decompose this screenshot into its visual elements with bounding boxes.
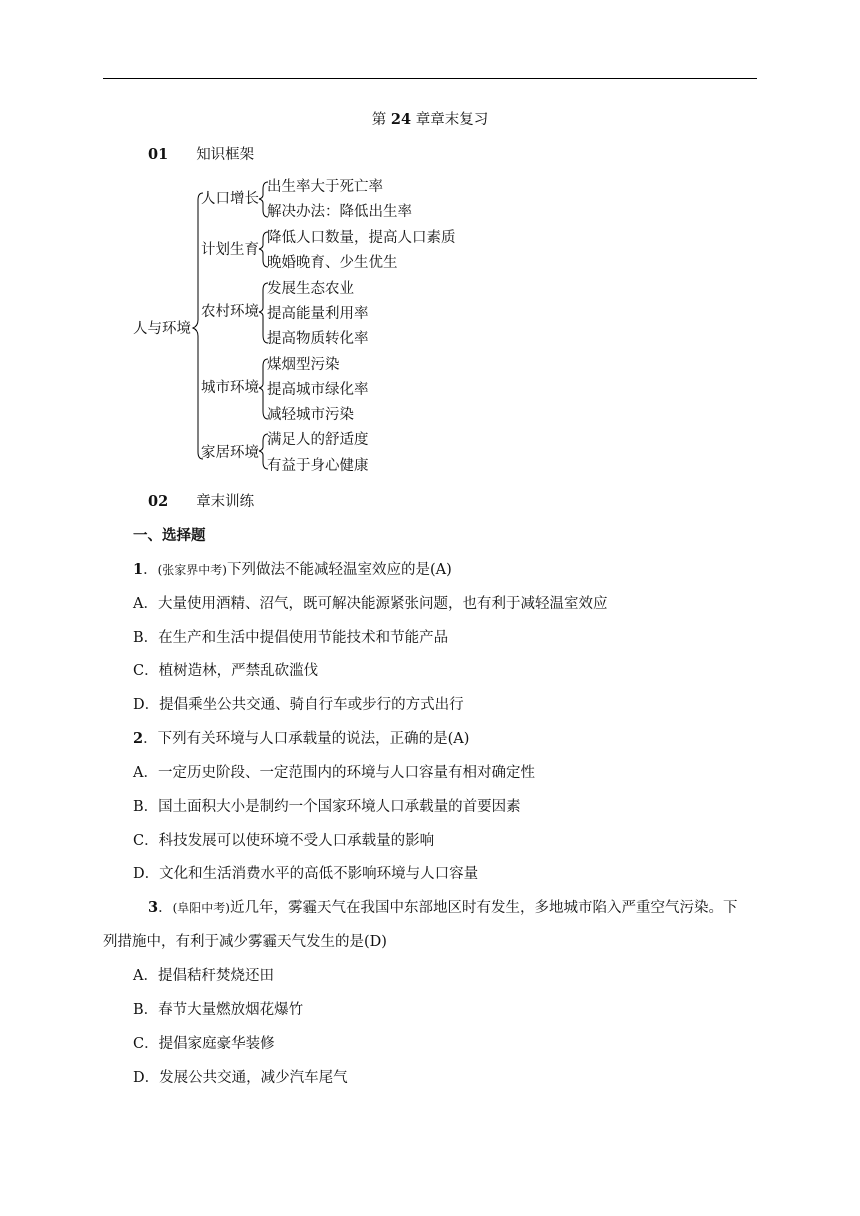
branch-item: 提高城市绿化率 — [267, 382, 369, 398]
branch-item: 出生率大于死亡率 — [267, 179, 383, 195]
question-3-option: C．提倡家庭豪华装修 — [133, 1036, 275, 1052]
question-3-stem: 3．(阜阳中考)近几年，雾霾天气在我国中东部地区时有发生，多地城市陷入严重空气污染。下 — [148, 899, 738, 916]
page-title: 第 24 章章末复习 — [371, 111, 489, 128]
branch-item: 减轻城市污染 — [267, 407, 354, 423]
question-2-option: B．国土面积大小是制约一个国家环境人口承载量的首要因素 — [133, 799, 521, 815]
root-brace — [193, 193, 203, 459]
question-source: (阜阳中考) — [172, 901, 230, 915]
question-1-stem: 1．(张家界中考)下列做法不能减轻温室效应的是(A) — [133, 561, 452, 578]
branch-label: 城市环境 — [201, 380, 259, 396]
branch-item: 有益于身心健康 — [267, 458, 369, 474]
branch-item: 降低人口数量，提高人口素质 — [267, 230, 456, 246]
branch-label: 人口增长 — [201, 191, 259, 207]
section-number: 02 — [148, 493, 169, 510]
brace-lines — [0, 0, 860, 500]
question-3-option: B．春节大量燃放烟花爆竹 — [133, 1002, 304, 1018]
branch-item: 煤烟型污染 — [267, 357, 340, 373]
section-chapter-exercises — [148, 492, 254, 512]
question-1-option: C．植树造林，严禁乱砍滥伐 — [133, 663, 319, 679]
question-3-option: D．发展公共交通，减少汽车尾气 — [133, 1070, 348, 1086]
section-label: 知识框架 — [196, 147, 255, 163]
question-1-option: D．提倡乘坐公共交通、骑自行车或步行的方式出行 — [133, 697, 464, 713]
question-2-option: D．文化和生活消费水平的高低不影响环境与人口容量 — [133, 866, 479, 882]
question-1-option: A．大量使用酒精、沼气，既可解决能源紧张问题，也有利于减轻温室效应 — [133, 596, 608, 612]
branch-item: 提高能量利用率 — [267, 306, 369, 322]
section-label: 章末训练 — [196, 494, 255, 510]
part-heading: 一、选择题 — [133, 527, 206, 544]
branch-item: 解决办法：降低出生率 — [267, 204, 412, 220]
branch-item: 满足人的舒适度 — [267, 432, 369, 448]
branch-label: 家居环境 — [201, 445, 259, 461]
section-number: 01 — [148, 146, 169, 163]
question-1-option: B．在生产和生活中提倡使用节能技术和节能产品 — [133, 630, 449, 646]
question-2-stem: 2．下列有关环境与人口承载量的说法，正确的是(A) — [133, 730, 470, 747]
branch-item: 晚婚晚育、少生优生 — [267, 255, 398, 271]
branch-label: 计划生育 — [201, 242, 259, 258]
question-2-option: A．一定历史阶段、一定范围内的环境与人口容量有相对确定性 — [133, 765, 535, 781]
question-source: (张家界中考) — [157, 563, 227, 577]
framework-root: 人与环境 — [133, 321, 191, 337]
question-3-stem-cont: 列措施中，有利于减少雾霾天气发生的是(D) — [103, 934, 387, 950]
branch-label: 农村环境 — [201, 304, 259, 320]
branch-item: 发展生态农业 — [267, 281, 354, 297]
question-3-option: A．提倡秸秆焚烧还田 — [133, 968, 274, 984]
question-2-option: C．科技发展可以使环境不受人口承载量的影响 — [133, 833, 435, 849]
branch-item: 提高物质转化率 — [267, 331, 369, 347]
